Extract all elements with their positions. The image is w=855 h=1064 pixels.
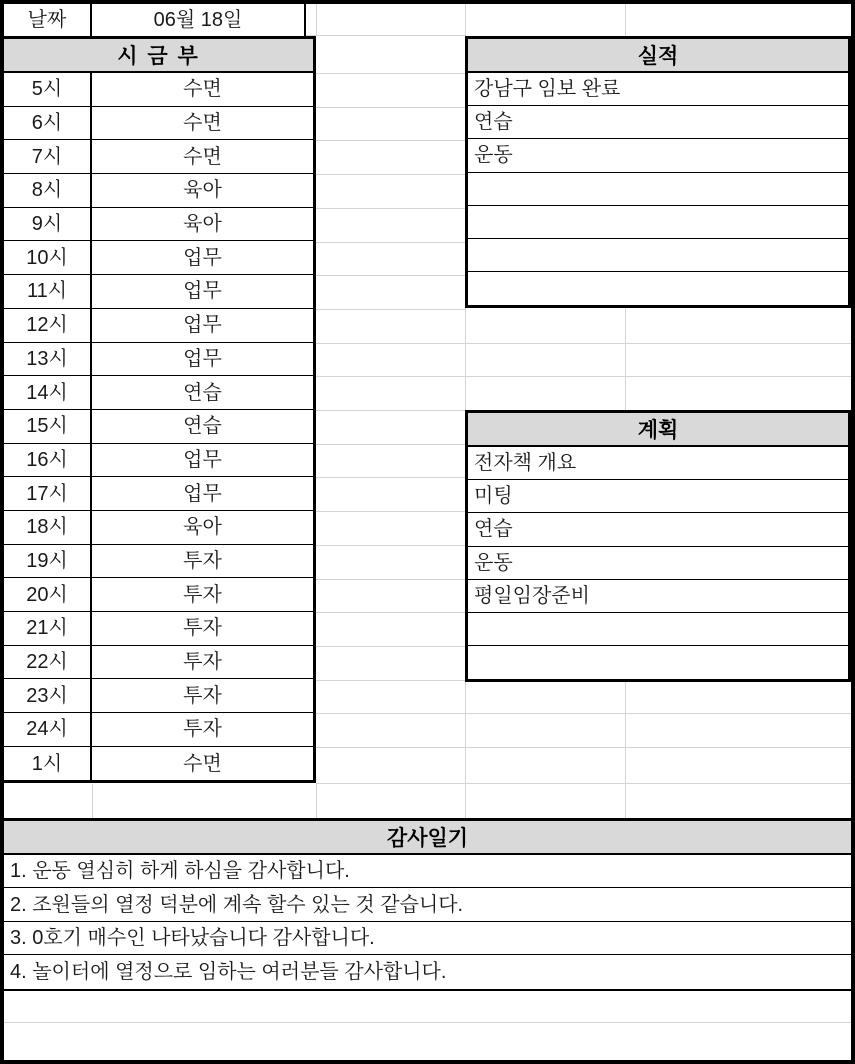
plan-cell[interactable]: 연습: [474, 518, 513, 541]
results-cell[interactable]: [468, 173, 848, 205]
schedule-activity-cell[interactable]: 투자: [183, 718, 222, 741]
diary-entry-cell[interactable]: 1. 운동 열심히 하게 하심을 감사합니다.: [10, 860, 350, 883]
schedule-time-cell[interactable]: 22시: [4, 646, 92, 679]
schedule-time-cell[interactable]: 10시: [4, 241, 92, 274]
gridline: [316, 545, 465, 546]
table-row: [468, 480, 848, 513]
table-row: [4, 208, 313, 242]
gridline: [316, 784, 317, 818]
table-row: [4, 511, 313, 545]
gridline: [316, 612, 465, 613]
table-row: [4, 309, 313, 343]
table-row: [4, 174, 313, 208]
schedule-time-cell[interactable]: 19시: [4, 545, 92, 578]
schedule-activity-cell[interactable]: 연습: [183, 381, 222, 404]
schedule-activity-cell[interactable]: 투자: [183, 549, 222, 572]
plan-cell[interactable]: [468, 613, 848, 645]
table-row: [4, 578, 313, 612]
gridline: [4, 1022, 851, 1023]
plan-cell[interactable]: 미팅: [474, 485, 513, 508]
schedule-activity-cell[interactable]: 수면: [183, 145, 222, 168]
schedule-activity-cell[interactable]: 업무: [183, 482, 222, 505]
plan-cell[interactable]: 전자책 개요: [474, 452, 577, 475]
gridline: [316, 343, 851, 344]
table-row: [468, 106, 848, 139]
gridline: [316, 107, 465, 108]
table-row: [468, 139, 848, 172]
results-cell[interactable]: [468, 272, 848, 305]
schedule-time-cell[interactable]: 14시: [4, 376, 92, 409]
table-row: [468, 447, 848, 480]
schedule-time-cell[interactable]: 1시: [4, 747, 92, 781]
table-row: [4, 545, 313, 579]
schedule-activity-cell[interactable]: 육아: [183, 179, 222, 202]
results-cell[interactable]: [468, 239, 848, 271]
diary-header-cell[interactable]: 감사일기: [4, 821, 851, 855]
gridline: [316, 275, 465, 276]
results-table: [465, 36, 851, 308]
diary-entry-cell[interactable]: 4. 놀이터에 열정으로 임하는 여러분들 감사합니다.: [10, 960, 447, 983]
schedule-activity-cell[interactable]: 업무: [183, 246, 222, 269]
table-row: [4, 343, 313, 377]
table-row: [468, 173, 848, 206]
table-row: [4, 73, 313, 107]
table-row: [468, 206, 848, 239]
gratitude-diary-table: [4, 818, 851, 991]
plan-cell[interactable]: [468, 646, 848, 679]
gridline: [316, 174, 465, 175]
table-row: [4, 713, 313, 747]
schedule-time-cell[interactable]: 24시: [4, 713, 92, 746]
table-row: [468, 613, 848, 646]
schedule-time-cell[interactable]: 11시: [4, 275, 92, 308]
table-row: [468, 547, 848, 580]
schedule-time-cell[interactable]: 5시: [4, 73, 92, 106]
results-cell[interactable]: [468, 206, 848, 238]
table-row: [4, 275, 313, 309]
schedule-activity-cell[interactable]: 육아: [183, 213, 222, 236]
date-label-cell[interactable]: 날짜: [4, 4, 92, 36]
schedule-table: [4, 36, 316, 783]
schedule-time-cell[interactable]: 15시: [4, 410, 92, 443]
plan-cell[interactable]: 운동: [474, 551, 513, 574]
schedule-time-cell[interactable]: 23시: [4, 679, 92, 712]
plan-cell[interactable]: 평일임장준비: [474, 584, 590, 607]
results-header-cell[interactable]: 실적: [468, 39, 848, 73]
schedule-time-cell[interactable]: 13시: [4, 343, 92, 376]
gridline: [625, 308, 626, 410]
schedule-time-cell[interactable]: 8시: [4, 174, 92, 207]
schedule-activity-cell[interactable]: 투자: [183, 651, 222, 674]
schedule-activity-cell[interactable]: 수면: [183, 752, 222, 775]
schedule-activity-cell[interactable]: 육아: [183, 516, 222, 539]
schedule-activity-cell[interactable]: 투자: [183, 684, 222, 707]
table-row: [4, 444, 313, 478]
gridline: [625, 682, 626, 818]
gridline: [92, 784, 93, 818]
gridline: [316, 511, 465, 512]
schedule-time-cell[interactable]: 17시: [4, 477, 92, 510]
schedule-time-cell[interactable]: 20시: [4, 578, 92, 611]
table-row: [4, 855, 851, 888]
schedule-activity-cell[interactable]: 수면: [183, 78, 222, 101]
table-row: [4, 747, 313, 781]
schedule-activity-cell[interactable]: 업무: [183, 314, 222, 337]
results-cell[interactable]: 운동: [474, 144, 513, 167]
gridline: [316, 4, 317, 36]
gridline: [316, 242, 465, 243]
date-value-cell[interactable]: 06월 18일: [153, 9, 243, 31]
table-row: [4, 410, 313, 444]
table-row: [468, 580, 848, 613]
table-row: [4, 107, 313, 141]
gridline: [316, 208, 465, 209]
gridline: [316, 783, 851, 784]
gridline: [316, 309, 465, 310]
gridline: [316, 410, 465, 411]
table-row: [4, 612, 313, 646]
gridline: [316, 680, 465, 681]
schedule-activity-cell[interactable]: 업무: [183, 448, 222, 471]
schedule-activity-cell[interactable]: 투자: [183, 583, 222, 606]
gridline: [316, 477, 465, 478]
schedule-activity-cell[interactable]: 투자: [183, 617, 222, 640]
table-row: [468, 73, 848, 106]
gridline: [316, 713, 851, 714]
gridline: [625, 4, 626, 36]
gridline: [306, 35, 465, 36]
diary-entry-cell[interactable]: 2. 조원들의 열정 덕분에 계속 할수 있는 것 같습니다.: [10, 893, 464, 916]
table-row: [4, 922, 851, 955]
schedule-activity-cell[interactable]: 수면: [183, 112, 222, 135]
schedule-activity-cell[interactable]: 업무: [183, 347, 222, 370]
gridline: [316, 140, 465, 141]
plan-table: [465, 410, 851, 682]
gridline: [316, 579, 465, 580]
date-row: [4, 4, 306, 36]
schedule-time-cell[interactable]: 9시: [4, 208, 92, 241]
schedule-time-cell[interactable]: 18시: [4, 511, 92, 544]
results-cell[interactable]: 강남구 임보 완료: [474, 78, 621, 101]
table-row: [468, 239, 848, 272]
results-cell[interactable]: 연습: [474, 111, 513, 134]
gridline: [316, 646, 465, 647]
table-row: [4, 477, 313, 511]
schedule-time-cell[interactable]: 6시: [4, 107, 92, 140]
schedule-time-cell[interactable]: 7시: [4, 140, 92, 173]
gridline: [316, 444, 465, 445]
table-row: [468, 646, 848, 679]
schedule-time-cell[interactable]: 21시: [4, 612, 92, 645]
gridline: [316, 747, 851, 748]
diary-entry-cell[interactable]: 3. 0호기 매수인 나타났습니다 감사합니다.: [10, 926, 375, 949]
table-row: [468, 513, 848, 546]
schedule-header-cell[interactable]: 시 금 부: [4, 39, 313, 73]
table-row: [468, 272, 848, 305]
table-row: [4, 955, 851, 988]
gridline: [465, 308, 466, 410]
gridline: [316, 376, 851, 377]
gridline: [465, 682, 466, 818]
schedule-activity-cell[interactable]: 연습: [183, 415, 222, 438]
table-row: [4, 376, 313, 410]
schedule-time-cell[interactable]: 12시: [4, 309, 92, 342]
table-row: [4, 646, 313, 680]
table-row: [4, 140, 313, 174]
gridline: [316, 73, 465, 74]
schedule-activity-cell[interactable]: 업무: [183, 280, 222, 303]
table-row: [4, 888, 851, 921]
table-row: [4, 241, 313, 275]
schedule-time-cell[interactable]: 16시: [4, 444, 92, 477]
gridline: [465, 4, 466, 36]
plan-header-cell[interactable]: 계획: [468, 413, 848, 447]
table-row: [4, 679, 313, 713]
